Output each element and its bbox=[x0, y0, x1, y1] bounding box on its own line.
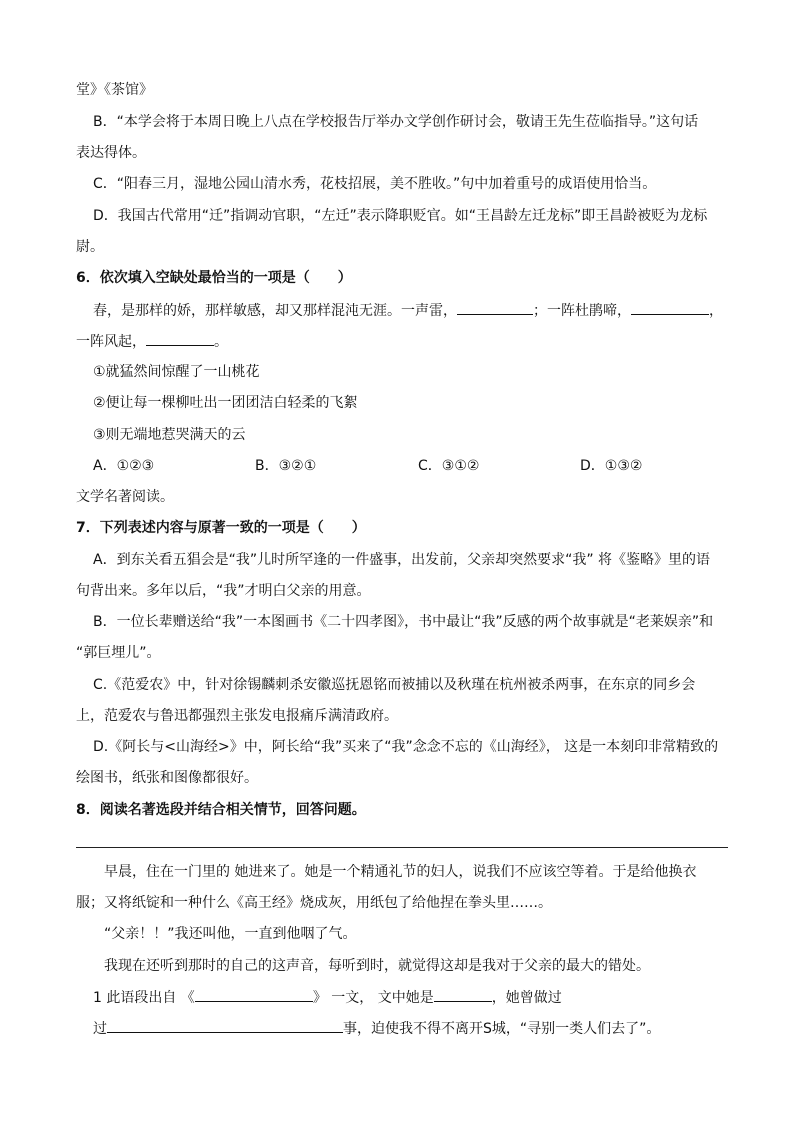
q8-passage-line2: 服；又将纸锭和一种什么《高王经》烧成灰，用纸包了给他捏在拳头里……。 bbox=[76, 895, 552, 911]
q7-option-d-cont: 绘图书，纸张和图像都很好。 bbox=[76, 770, 258, 786]
q6-passage-text2: ；一阵杜鹃啼， bbox=[533, 303, 631, 319]
q7-option-a-cont: 句背出来。多年以后，“我”才明白父亲的用意。 bbox=[76, 583, 371, 599]
q8-sub1-text1: 1 此语段出自 《 bbox=[93, 990, 195, 1006]
q6-passage-text4: 一阵风起， bbox=[76, 334, 146, 350]
q6-passage-line2 bbox=[76, 331, 228, 352]
q7-option-d: D.《阿长与<山海经>》中，阿长给“我”买来了“我”念念不忘的《山海经》， 这是一本刻印非常精致的 bbox=[93, 739, 719, 755]
q7-option-a: A．到东关看五猖会是“我”儿时所罕逢的一件盛事，出发前，父亲却突然要求“我” 将《鉴略》里的语 bbox=[93, 552, 711, 568]
q6-option-d[interactable]: D．①③② bbox=[580, 458, 643, 474]
q5-option-b: B．“本学会将于本周日晚上八点在学校报告厅举办文学创作研讨会，敬请王先生莅临指导。”这句话 bbox=[93, 114, 699, 130]
q6-blank-3[interactable] bbox=[146, 331, 214, 346]
q8-subquestion-1 bbox=[93, 987, 562, 1008]
passage-divider bbox=[76, 847, 728, 848]
q8-blank-she[interactable] bbox=[434, 987, 492, 1002]
q8-passage-line4: 我现在还听到那时的自己的这声音，每听到时，就觉得这却是我对于父亲的最大的错处。 bbox=[104, 958, 650, 974]
q6-passage-text5: 。 bbox=[214, 334, 228, 350]
section-heading: 文学名著阅读。 bbox=[76, 489, 174, 505]
q6-item-2: ②便让每一棵柳吐出一团团洁白轻柔的飞絮 bbox=[93, 395, 358, 411]
q8-sub2-text2: 事，迫使我不得不离开S城，“寻别一类人们去了”。 bbox=[343, 1021, 661, 1037]
q6-option-b[interactable]: B．③②① bbox=[255, 458, 317, 474]
q8-blank-title[interactable] bbox=[195, 987, 313, 1002]
q6-passage-line1 bbox=[93, 300, 723, 321]
q6-passage-text3: ， bbox=[709, 303, 723, 319]
q7-option-b: B．一位长辈赠送给“我”一本图画书《二十四孝图》，书中最让“我”反感的两个故事就是“老莱娱亲”和 bbox=[93, 614, 714, 630]
q6-blank-1[interactable] bbox=[457, 300, 533, 315]
q6-item-1: ①就猛然间惊醒了一山桃花 bbox=[93, 364, 260, 380]
q5-option-d-cont: 尉。 bbox=[76, 239, 104, 255]
q7-option-b-cont: “郭巨埋儿”。 bbox=[76, 645, 161, 661]
q8-blank-deed[interactable] bbox=[107, 1018, 343, 1033]
q7-option-c-cont: 上，范爱农与鲁迅都强烈主张发电报痛斥满清政府。 bbox=[76, 708, 398, 724]
q8-stem: 8．阅读名著选段并结合相关情节，回答问题。 bbox=[76, 802, 366, 818]
q8-sub1-text2: 》 一文， 文中她是 bbox=[312, 990, 434, 1006]
q7-option-c: C.《范爱农》中，针对徐锡麟刺杀安徽巡抚恩铭而被捕以及秋瑾在杭州被杀两事，在东京的同乡会 bbox=[93, 677, 696, 693]
q8-subquestion-1-cont bbox=[93, 1018, 660, 1039]
q5-option-a-continuation: 堂》《茶馆》 bbox=[76, 82, 153, 98]
q6-option-c[interactable]: C．③①② bbox=[418, 458, 480, 474]
q6-blank-2[interactable] bbox=[631, 300, 709, 315]
q8-sub1-text3: ，她曾做过 bbox=[491, 990, 562, 1006]
q5-option-d: D．我国古代常用“迁”指调动官职，“左迁”表示降职贬官。如“王昌龄左迁龙标”即王昌龄被贬为龙标 bbox=[93, 208, 708, 224]
q8-passage-line1: 早晨，住在一门里的 她进来了。她是一个精通礼节的妇人，说我们不应该空等着。于是给他换衣 bbox=[104, 864, 697, 880]
q6-passage-text1: 春，是那样的娇，那样敏感，却又那样混沌无涯。一声雷， bbox=[93, 303, 457, 319]
q7-stem: 7．下列表述内容与原著一致的一项是（ ） bbox=[76, 520, 366, 536]
q6-stem: 6．依次填入空缺处最恰当的一项是（ ） bbox=[76, 270, 352, 286]
q6-option-a[interactable]: A．①②③ bbox=[93, 458, 155, 474]
q5-option-b-cont: 表达得体。 bbox=[76, 145, 146, 161]
q8-sub2-text1: 过 bbox=[93, 1021, 107, 1037]
q8-passage-line3: “父亲！！”我还叫他，一直到他咽了气。 bbox=[104, 926, 357, 942]
q5-option-c: C．“阳春三月，湿地公园山清水秀，花枝招展，美不胜收。”句中加着重号的成语使用恰当。 bbox=[93, 176, 657, 192]
q6-item-3: ③则无端地惹哭满天的云 bbox=[93, 427, 246, 443]
